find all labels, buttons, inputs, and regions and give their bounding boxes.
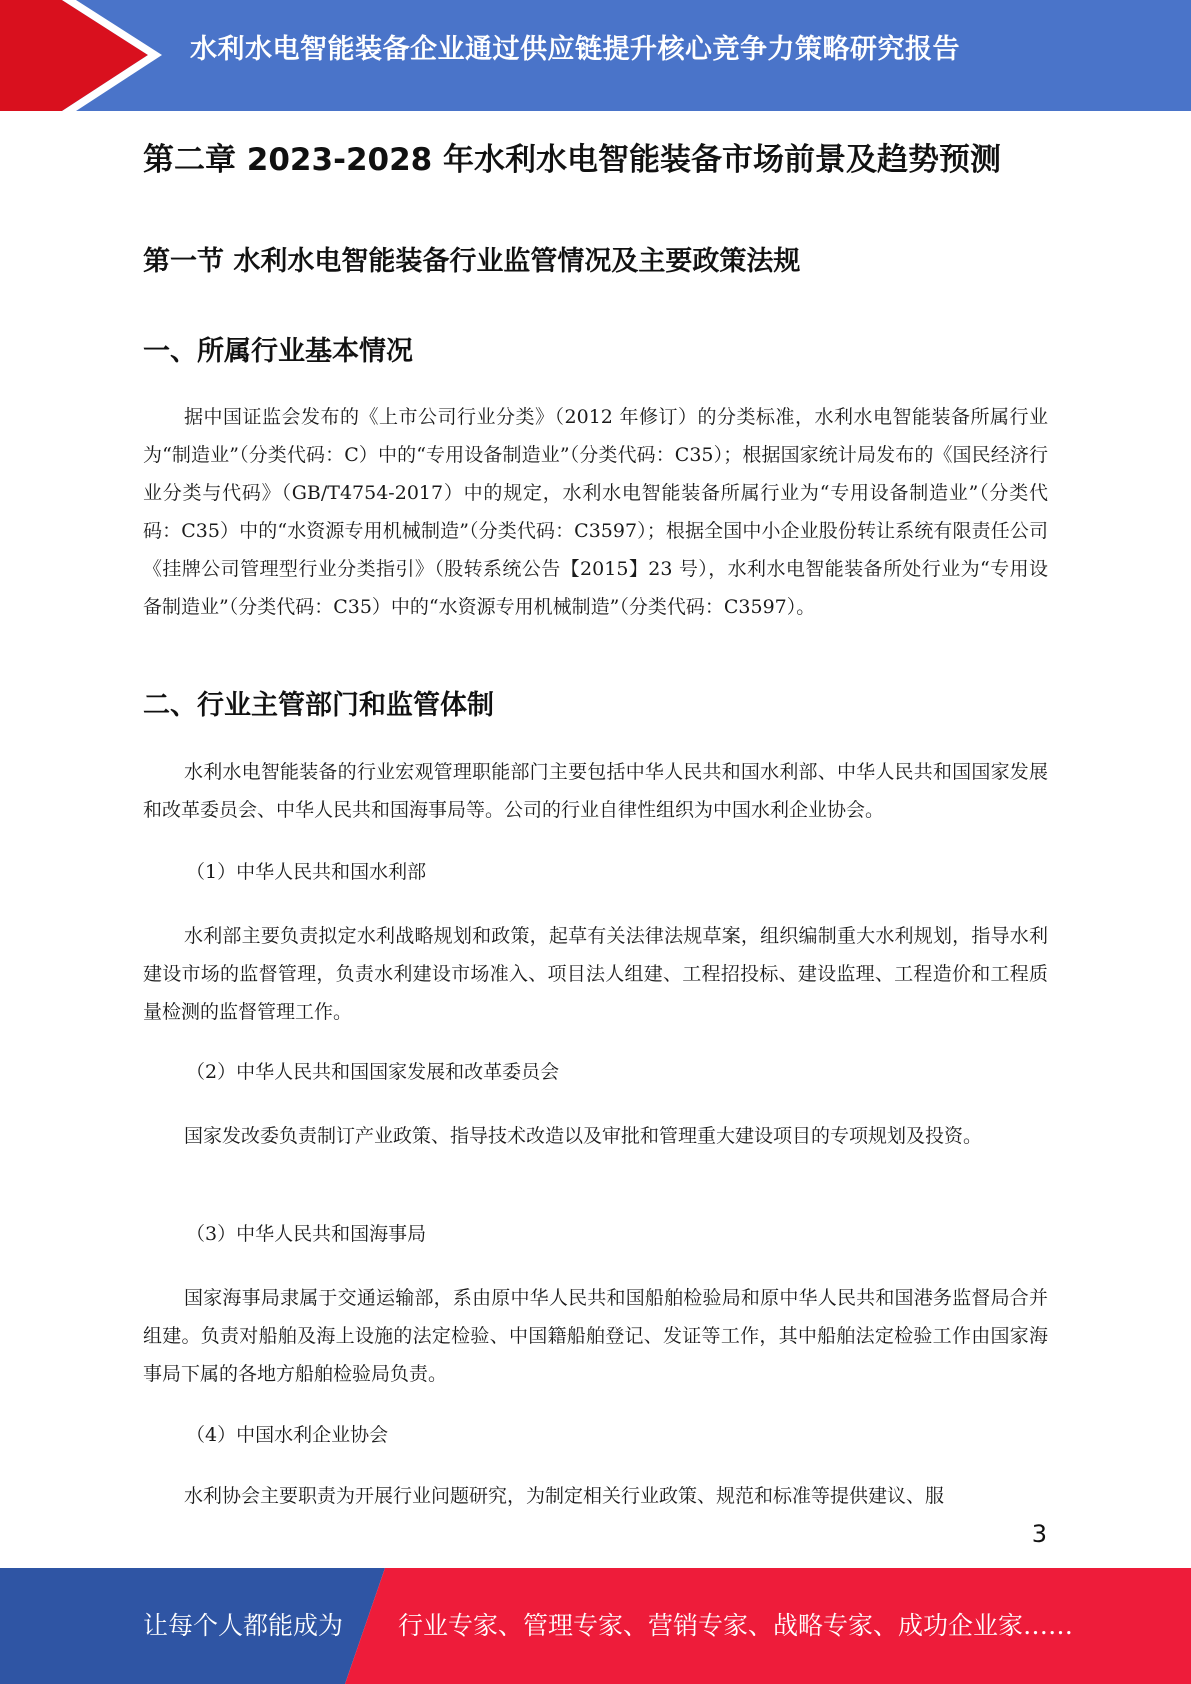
paragraph: 国家海事局隶属于交通运输部，系由原中华人民共和国船舶检验局和原中华人民共和国港务监督局合并组建。负责对船舶及海上设施的法定检验、中国籍船舶登记、发证等工作，其中船舶法定检验工作由国家海事局下属的各地方船舶检验局负责。: [143, 1287, 1048, 1385]
paragraph: 水利部主要负责拟定水利战略规划和政策，起草有关法律法规草案，组织编制重大水利规划，指导水利建设市场的监督管理，负责水利建设市场准入、项目法人组建、工程招投标、建设监理、工程造价和工程质量检测的监督管理工作。: [143, 925, 1048, 1023]
list-item-label: （2）中华人民共和国国家发展和改革委员会: [186, 1061, 560, 1083]
paragraph: 水利协会主要职责为开展行业问题研究，为制定相关行业政策、规范和标准等提供建议、服: [184, 1485, 945, 1507]
chapter-title: 第二章 2023-2028 年水利水电智能装备市场前景及趋势预测: [143, 142, 1002, 178]
subsection-title: 二、行业主管部门和监管体制: [143, 690, 494, 721]
list-item-label: （3）中华人民共和国海事局: [186, 1223, 427, 1245]
paragraph: 水利水电智能装备的行业宏观管理职能部门主要包括中华人民共和国水利部、中华人民共和国国家发展和改革委员会、中华人民共和国海事局等。公司的行业自律性组织为中国水利企业协会。: [143, 761, 1048, 821]
list-item-label: （4）中国水利企业协会: [186, 1424, 389, 1446]
paragraph: 据中国证监会发布的《上市公司行业分类》（2012 年修订）的分类标准，水利水电智能装备所属行业为“制造业”（分类代码：C）中的“专用设备制造业”（分类代码：C35）；根据国家统计局发布的《国民经济行业分类与代码》（GB/T4754-2017）中的规定，水利水电智能装备所属行业为“专用设备制造业”（分类代码：C35）中的“水资源专用机械制造”（分类代码：C3597）；根据全国中小企业股份转让系统有限责任公司《挂牌公司管理型行业分类指引》（股转系统公告【2015】23 号），水利水电智能装备所处行业为“专用设备制造业”（分类代码：C35）中的“水资源专用机械制造”（分类代码：C3597）。: [143, 406, 1048, 618]
page-number: 3: [1031, 1520, 1047, 1548]
section-title: 第一节 水利水电智能装备行业监管情况及主要政策法规: [143, 246, 801, 277]
footer-slogan-right: 行业专家、管理专家、营销专家、战略专家、成功企业家……: [398, 1611, 1074, 1640]
list-item-label: （1）中华人民共和国水利部: [186, 861, 427, 883]
footer-slogan-left: 让每个人都能成为: [143, 1611, 344, 1640]
header-title: 水利水电智能装备企业通过供应链提升核心竞争力策略研究报告: [190, 34, 960, 65]
header-banner: [0, 0, 1191, 111]
footer-banner: [0, 1568, 1191, 1684]
subsection-title: 一、所属行业基本情况: [143, 336, 413, 367]
paragraph: 国家发改委负责制订产业政策、指导技术改造以及审批和管理重大建设项目的专项规划及投资。: [184, 1125, 983, 1147]
